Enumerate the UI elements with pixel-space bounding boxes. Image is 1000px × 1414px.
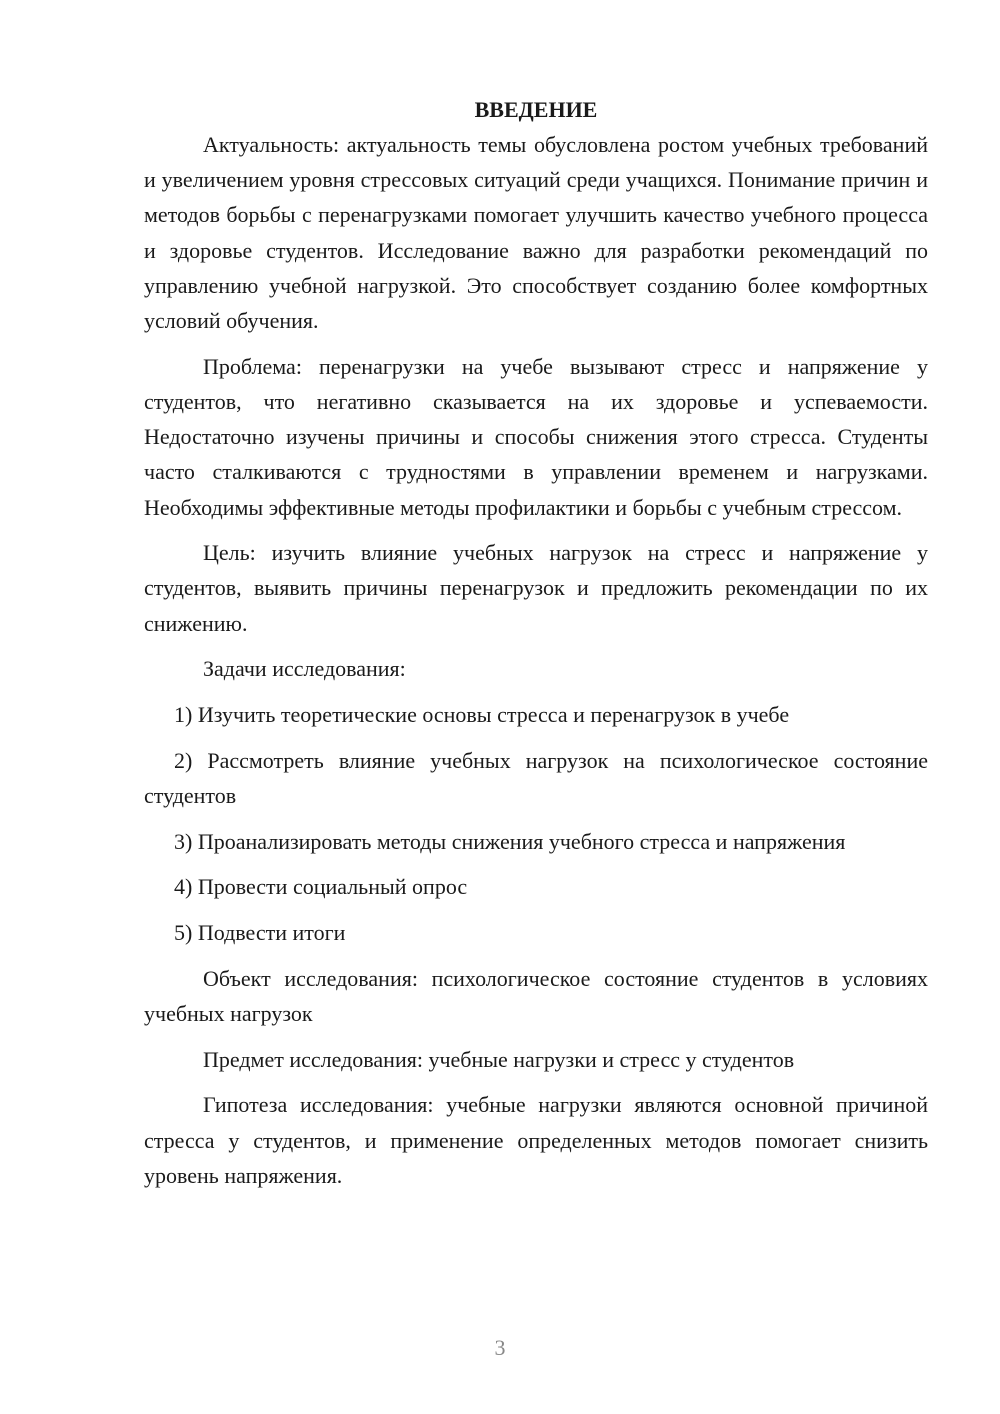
task-item-3: 3) Проанализировать методы снижения учебного стресса и напряжения [174,828,846,854]
task-item-5: 5) Подвести итоги [174,920,346,946]
paragraph-relevance: Актуальность: актуальность темы обусловлена ростом учебных требований и увеличением уровня стрессовых ситуаций среди учащихся. Понимание причин и методов борьбы с перенагрузками помогает улучшить качество учебного процесса и здоровье студентов. Исследование важно для разработки рекомендаций по управлению учебной нагрузкой. Это способствует созданию более комфортных условий обучения. [144,132,928,334]
paragraph-subject: Предмет исследования: учебные нагрузки и стресс у студентов [203,1046,795,1072]
task-item-4: 4) Провести социальный опрос [174,874,468,900]
paragraph-goal: Цель: изучить влияние учебных нагрузок на стресс и напряжение у студентов, выявить причины перенагрузок и предложить рекомендации по их снижению. [144,540,928,636]
page-title: ВВЕДЕНИЕ [474,97,598,122]
paragraph-object: Объект исследования: психологическое состояние студентов в условиях учебных нагрузок [144,965,928,1026]
task-item-2: 2) Рассмотреть влияние учебных нагрузок на психологическое состояние студентов [144,747,928,808]
paragraph-hypothesis: Гипотеза исследования: учебные нагрузки являются основной причиной стресса у студентов, и применение определенных методов помогает снизить уровень напряжения. [144,1092,928,1188]
document-page [144,92,928,1203]
paragraph-tasks-heading: Задачи исследования: [203,656,406,682]
task-item-1: 1) Изучить теоретические основы стресса и перенагрузок в учебе [174,702,790,728]
page-number: 3 [494,1335,506,1360]
paragraph-problem: Проблема: перенагрузки на учебе вызывают стресс и напряжение у студентов, что негативно сказывается на их здоровье и успеваемости. Недостаточно изучены причины и способы снижения этого стресса. Студенты часто сталкиваются с трудностями в управлении временем и нагрузками. Необходимы эффективные методы профилактики и борьбы с учебным стрессом. [144,353,928,520]
